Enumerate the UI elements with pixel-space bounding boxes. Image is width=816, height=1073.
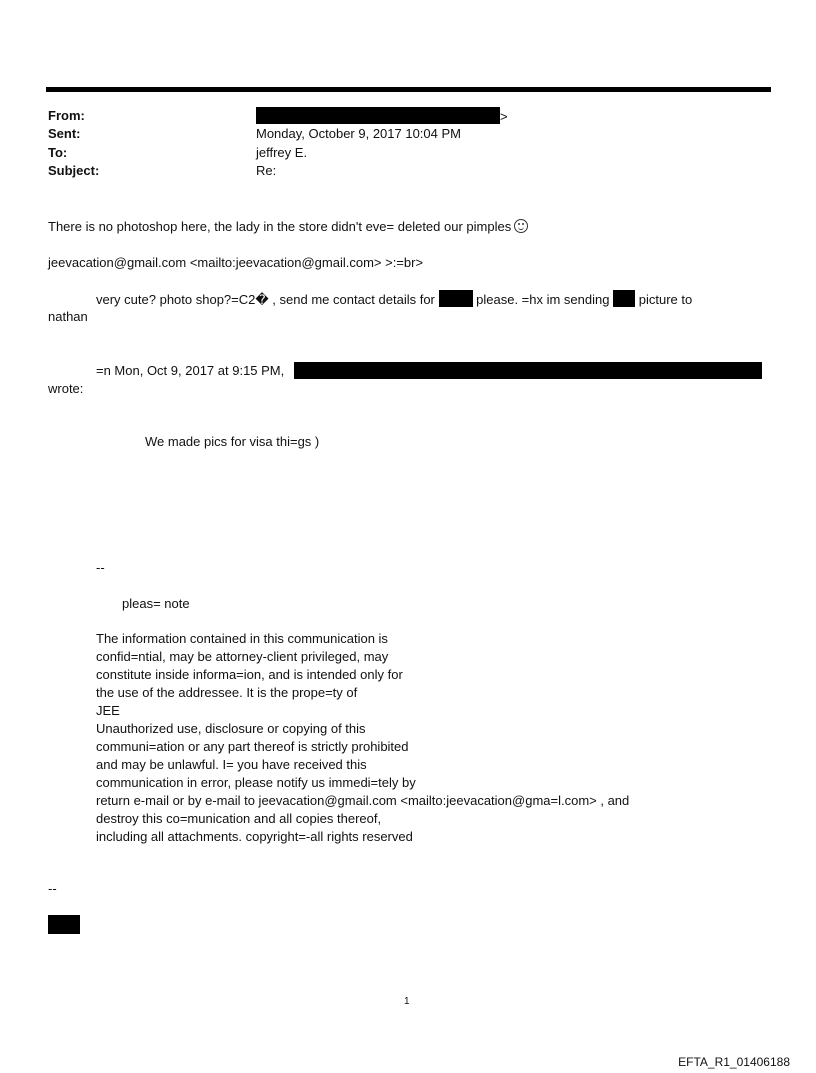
disclaimer-line: communication in error, please notify us immedi=tely by bbox=[96, 775, 416, 790]
to-value: jeffrey E. bbox=[256, 145, 308, 160]
signature-separator: -- bbox=[96, 560, 105, 575]
redacted-name-1 bbox=[439, 290, 473, 307]
body-line-pimples bbox=[48, 218, 528, 236]
end-separator: -- bbox=[48, 881, 57, 896]
header-rule bbox=[46, 87, 771, 92]
from-label: From: bbox=[48, 108, 85, 123]
page-number: 1 bbox=[404, 996, 410, 1007]
disclaimer-line: including all attachments. copyright=-all rights reserved bbox=[96, 829, 413, 844]
disclaimer-line: destroy this co=munication and all copies thereof, bbox=[96, 811, 382, 826]
from-suffix: > bbox=[500, 109, 508, 124]
disclaimer-line: constitute inside informa=ion, and is intended only for bbox=[96, 667, 403, 682]
disclaimer-line: the use of the addressee. It is the prope=ty of bbox=[96, 685, 358, 700]
disclaimer-line: The information contained in this communication is bbox=[96, 631, 388, 646]
quoted-email-header: jeevacation@gmail.com <mailto:jeevacation@gmail.com> >:=br> bbox=[48, 255, 424, 270]
disclaimer-line: confid=ntial, may be attorney-client privileged, may bbox=[96, 649, 389, 664]
redacted-signature bbox=[48, 915, 80, 934]
wrote-label: wrote: bbox=[48, 381, 84, 396]
please-text: please. =hx im sending bbox=[476, 292, 610, 307]
disclaimer-line: return e-mail or by e-mail to jeevacation@gmail.com <mailto:jeevacation@gma=l.com> , and bbox=[96, 793, 630, 808]
quote-attribution: =n Mon, Oct 9, 2017 at 9:15 PM, bbox=[96, 363, 285, 378]
document-id: EFTA_R1_01406188 bbox=[678, 1055, 790, 1069]
body-line-photoshop bbox=[96, 290, 692, 309]
disclaimer-line: and may be unlawful. I= you have received this bbox=[96, 757, 367, 772]
to-label: To: bbox=[48, 145, 68, 160]
please-note: pleas= note bbox=[122, 596, 190, 611]
body-line-pimples-text: There is no photoshop here, the lady in the store didn't eve= deleted our pimples bbox=[48, 219, 512, 234]
redacted-from-address bbox=[256, 107, 500, 124]
subject-value: Re: bbox=[256, 163, 277, 178]
redacted-sender bbox=[294, 362, 762, 379]
smiley-icon bbox=[514, 219, 528, 233]
disclaimer-line: Unauthorized use, disclosure or copying of this bbox=[96, 721, 366, 736]
disclaimer-line: JEE bbox=[96, 703, 120, 718]
sent-label: Sent: bbox=[48, 126, 81, 141]
subject-label: Subject: bbox=[48, 163, 100, 178]
redacted-name-2 bbox=[613, 290, 635, 307]
sent-value: Monday, October 9, 2017 10:04 PM bbox=[256, 126, 461, 141]
body-line-nathan: nathan bbox=[48, 309, 88, 324]
disclaimer-line: communi=ation or any part thereof is strictly prohibited bbox=[96, 739, 409, 754]
quoted-message: We made pics for visa thi=gs ) bbox=[145, 434, 320, 449]
photoshop-text: very cute? photo shop?=C2� , send me contact details for bbox=[96, 292, 435, 307]
picture-to-text: picture to bbox=[638, 292, 693, 307]
